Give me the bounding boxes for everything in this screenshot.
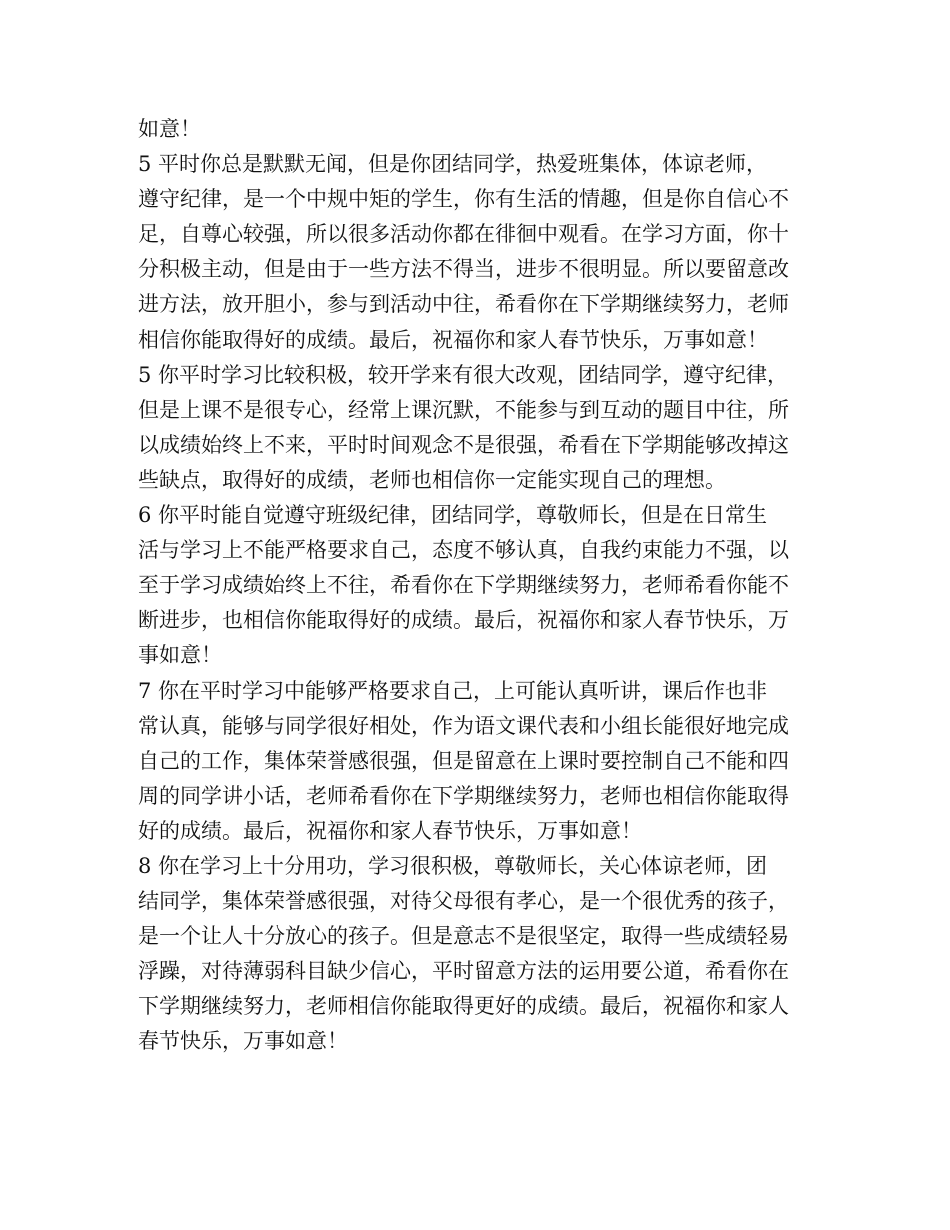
- text-line: 常认真，能够与同学很好相处，作为语文课代表和小组长能很好地完成: [138, 713, 789, 738]
- text-line: 分积极主动，但是由于一些方法不得当，进步不很明显。所以要留意改: [138, 257, 789, 282]
- text-line: 至于学习成绩始终上不往，希看你在下学期继续努力，老师希看你能不: [138, 573, 789, 598]
- text-line: 足，自尊心较强，所以很多活动你都在徘徊中观看。在学习方面，你十: [138, 222, 789, 247]
- text-line: 结同学，集体荣誉感很强，对待父母很有孝心，是一个很优秀的孩子，: [138, 889, 789, 914]
- body-text: [138, 112, 828, 1060]
- text-line: 自己的工作，集体荣誉感很强，但是留意在上课时要控制自己不能和四: [138, 748, 789, 773]
- text-line: 但是上课不是很专心，经常上课沉默，不能参与到互动的题目中往，所: [138, 397, 789, 422]
- text-line: 8 你在学习上十分用功，学习很积极，尊敬师长，关心体谅老师，团: [138, 853, 768, 878]
- text-line: 以成绩始终上不来，平时时间观念不是很强，希看在下学期能够改掉这: [138, 432, 789, 457]
- text-line: 好的成绩。最后，祝福你和家人春节快乐，万事如意！: [138, 818, 642, 843]
- text-line: 5 你平时学习比较积极，较开学来有很大改观，团结同学，遵守纪律，: [138, 362, 789, 387]
- text-line: 些缺点，取得好的成绩，老师也相信你一定能实现自己的理想。: [138, 467, 726, 492]
- text-line: 下学期继续努力，老师相信你能取得更好的成绩。最后，祝福你和家人: [138, 994, 789, 1019]
- text-line: 5 平时你总是默默无闻，但是你团结同学，热爱班集体，体谅老师，: [138, 152, 768, 177]
- text-line: 活与学习上不能严格要求自己，态度不够认真，自我约束能力不强，以: [138, 538, 789, 563]
- text-line: 是一个让人十分放心的孩子。但是意志不是很坚定，取得一些成绩轻易: [138, 924, 789, 949]
- text-line: 事如意！: [138, 643, 222, 668]
- text-line: 进方法，放开胆小，参与到活动中往，希看你在下学期继续努力，老师: [138, 292, 789, 317]
- text-line: 如意！: [138, 117, 201, 141]
- text-line: 浮躁，对待薄弱科目缺少信心，平时留意方法的运用要公道，希看你在: [138, 959, 789, 984]
- text-line: 6 你平时能自觉遵守班级纪律，团结同学，尊敬师长，但是在日常生: [138, 503, 768, 528]
- text-line: 春节快乐，万事如意！: [138, 1029, 348, 1054]
- text-line: 断进步，也相信你能取得好的成绩。最后，祝福你和家人春节快乐，万: [138, 608, 789, 633]
- text-line: 7 你在平时学习中能够严格要求自己，上可能认真听讲，课后作也非: [138, 678, 768, 703]
- text-line: 遵守纪律，是一个中规中矩的学生，你有生活的情趣，但是你自信心不: [138, 187, 789, 212]
- text-line: 相信你能取得好的成绩。最后，祝福你和家人春节快乐，万事如意！: [138, 327, 768, 352]
- text-line: 周的同学讲小话，老师希看你在下学期继续努力，老师也相信你能取得: [138, 783, 789, 808]
